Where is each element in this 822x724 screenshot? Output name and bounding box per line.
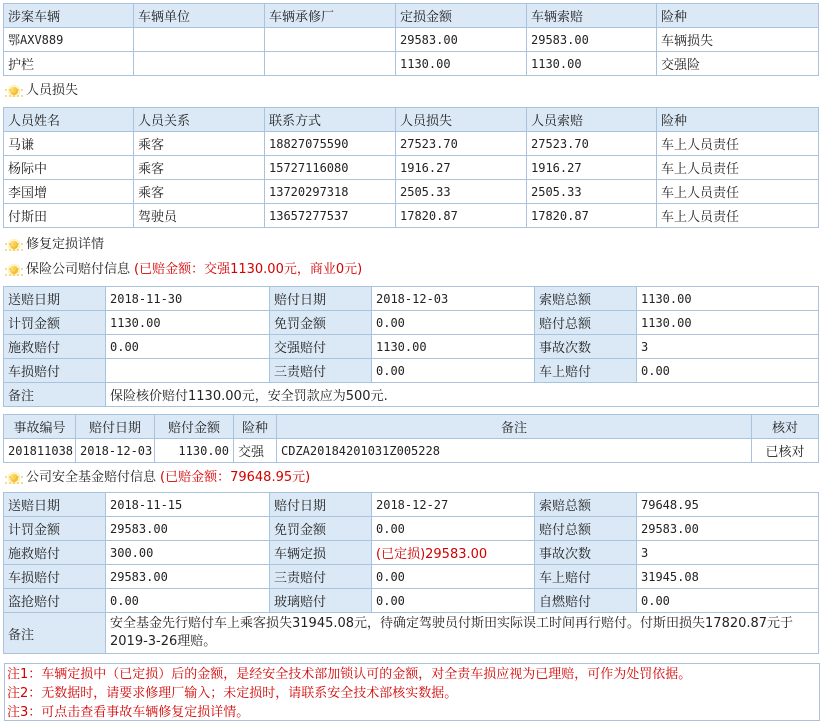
field-label: 玻璃赔付 (270, 589, 372, 613)
field-label: 交强赔付 (270, 335, 372, 359)
table-cell: 17820.87 (396, 204, 527, 228)
field-label: 赔付日期 (270, 287, 372, 311)
field-value: 0.00 (637, 589, 819, 613)
field-value: 0.00 (106, 589, 270, 613)
person-name: 李国增 (4, 180, 134, 204)
table-row (4, 439, 819, 463)
table-cell: 车辆损失 (657, 28, 819, 52)
table-cell: 车上人员责任 (657, 180, 819, 204)
table-cell: 车上人员责任 (657, 156, 819, 180)
table-cell: 交强险 (657, 52, 819, 76)
repair-details-link[interactable] (4, 234, 104, 256)
remark-label: 备注 (4, 613, 106, 654)
person-name: 付斯田 (4, 204, 134, 228)
table-cell: 交强 (234, 439, 277, 463)
person-name: 马谦 (4, 132, 134, 156)
field-value: 2018-12-03 (372, 287, 535, 311)
col-header: 涉案车辆 (4, 4, 134, 28)
col-header: 核对 (752, 415, 819, 439)
col-header: 车辆索赔 (527, 4, 657, 28)
col-header: 备注 (277, 415, 752, 439)
field-value: 2018-12-27 (372, 493, 535, 517)
table-row (4, 589, 819, 613)
field-label: 事故次数 (535, 335, 637, 359)
section-title: 保险公司赔付信息 (26, 262, 131, 277)
table-cell: 29583.00 (396, 28, 527, 52)
table-row (4, 52, 819, 76)
field-label: 免罚金额 (270, 517, 372, 541)
table-cell: 18827075590 (265, 132, 396, 156)
col-header: 联系方式 (265, 108, 396, 132)
table-row (4, 156, 819, 180)
field-label: 车损赔付 (4, 565, 106, 589)
note-1: 注1：车辆定损中（已定损）后的金额，是经安全技术部加锁认可的金额，对全责车损应视为已理赔，可作为处罚依据。 (7, 667, 692, 682)
col-header: 事故编号 (4, 415, 76, 439)
table-row (4, 335, 819, 359)
table-row (4, 565, 819, 589)
field-label: 盗抢赔付 (4, 589, 106, 613)
table-row (4, 311, 819, 335)
table-cell: 车上人员责任 (657, 132, 819, 156)
field-value: 29583.00 (106, 565, 270, 589)
accident-table (3, 414, 819, 463)
table-cell: 1130.00 (155, 439, 234, 463)
col-header: 车辆承修厂 (265, 4, 396, 28)
table-row (4, 383, 819, 407)
table-cell: 1130.00 (396, 52, 527, 76)
table-cell: 乘客 (134, 180, 265, 204)
field-label: 车辆定损 (270, 541, 372, 565)
table-cell: 13657277537 (265, 204, 396, 228)
field-value: 300.00 (106, 541, 270, 565)
table-cell: CDZA20184201031Z005228 (277, 439, 752, 463)
table-row (4, 180, 819, 204)
sun-bullet-icon (8, 239, 20, 251)
personnel-header-row (4, 108, 819, 132)
field-label: 赔付总额 (535, 311, 637, 335)
section-fund (4, 467, 310, 489)
vehicle-table (3, 3, 819, 76)
table-row (4, 613, 819, 654)
notes-box (4, 663, 820, 721)
table-cell (134, 52, 265, 76)
field-label: 车上赔付 (535, 565, 637, 589)
fund-remark: 安全基金先行赔付车上乘客损失31945.08元，待确定驾驶员付斯田实际误工时间再行赔付。付斯田损失17820.87元于2019-3-26理赔。 (106, 613, 819, 654)
table-cell: 车上人员责任 (657, 204, 819, 228)
field-label: 送赔日期 (4, 493, 106, 517)
vehicle-header-row (4, 4, 819, 28)
fund-table (3, 492, 819, 654)
check-status: 已核对 (752, 439, 819, 463)
field-value (106, 359, 270, 383)
field-value: 31945.08 (637, 565, 819, 589)
field-label: 免罚金额 (270, 311, 372, 335)
field-label: 车上赔付 (535, 359, 637, 383)
table-cell: 2505.33 (527, 180, 657, 204)
accident-header-row (4, 415, 819, 439)
field-value: 3 (637, 335, 819, 359)
field-value: 29583.00 (106, 517, 270, 541)
field-value: 79648.95 (637, 493, 819, 517)
field-label: 索赔总额 (535, 493, 637, 517)
table-cell: 2505.33 (396, 180, 527, 204)
section-title: 公司安全基金赔付信息 (26, 470, 157, 485)
field-label: 施救赔付 (4, 335, 106, 359)
personnel-table (3, 107, 819, 228)
table-row (4, 28, 819, 52)
section-title: 修复定损详情 (26, 237, 105, 252)
field-label: 赔付日期 (270, 493, 372, 517)
field-label: 施救赔付 (4, 541, 106, 565)
table-row (4, 493, 819, 517)
table-row (4, 132, 819, 156)
field-value: 0.00 (372, 565, 535, 589)
vehicle-assessed-value: (已定损)29583.00 (372, 541, 535, 565)
section-personnel (4, 80, 78, 102)
insurance-paid-summary: (已赔金额：交强1130.00元，商业0元) (134, 262, 363, 277)
remark-label: 备注 (4, 383, 106, 407)
field-value: 0.00 (372, 517, 535, 541)
fund-paid-summary: (已赔金额：79648.95元) (160, 470, 311, 485)
col-header: 人员关系 (134, 108, 265, 132)
vehicle-plate: 鄂AXV889 (4, 28, 134, 52)
field-label: 三责赔付 (270, 565, 372, 589)
field-label: 自燃赔付 (535, 589, 637, 613)
col-header: 人员损失 (396, 108, 527, 132)
col-header: 定损金额 (396, 4, 527, 28)
field-label: 车损赔付 (4, 359, 106, 383)
field-value: 0.00 (372, 589, 535, 613)
field-value: 29583.00 (637, 517, 819, 541)
note-2: 注2：无数据时，请要求修理厂输入；未定损时，请联系安全技术部核实数据。 (7, 686, 458, 701)
note-3: 注3：可点击查看事故车辆修复定损详情。 (7, 705, 250, 720)
table-cell: 15727116080 (265, 156, 396, 180)
col-header: 赔付金额 (155, 415, 234, 439)
table-cell: 驾驶员 (134, 204, 265, 228)
field-label: 计罚金额 (4, 311, 106, 335)
field-label: 三责赔付 (270, 359, 372, 383)
person-name: 杨际中 (4, 156, 134, 180)
field-label: 事故次数 (535, 541, 637, 565)
field-label: 索赔总额 (535, 287, 637, 311)
table-cell: 1130.00 (527, 52, 657, 76)
field-value: 1130.00 (637, 287, 819, 311)
table-row (4, 204, 819, 228)
table-cell (134, 28, 265, 52)
col-header: 人员索赔 (527, 108, 657, 132)
table-row (4, 287, 819, 311)
table-cell: 1916.27 (396, 156, 527, 180)
table-row (4, 359, 819, 383)
field-value: 2018-11-30 (106, 287, 270, 311)
section-insurance (4, 259, 362, 281)
table-cell: 2018-12-03 (76, 439, 155, 463)
field-value: 0.00 (372, 311, 535, 335)
table-cell: 29583.00 (527, 28, 657, 52)
insurance-table (3, 286, 819, 407)
table-cell: 乘客 (134, 156, 265, 180)
table-row (4, 517, 819, 541)
table-cell: 17820.87 (527, 204, 657, 228)
table-cell: 乘客 (134, 132, 265, 156)
insurance-remark: 保险核价赔付1130.00元，安全罚款应为500元. (106, 383, 819, 407)
table-cell: 27523.70 (396, 132, 527, 156)
field-value: 1130.00 (372, 335, 535, 359)
table-cell (265, 28, 396, 52)
table-cell (265, 52, 396, 76)
table-row (4, 541, 819, 565)
field-label: 计罚金额 (4, 517, 106, 541)
field-value: 0.00 (372, 359, 535, 383)
table-cell: 护栏 (4, 52, 134, 76)
sun-bullet-icon (8, 472, 20, 484)
field-value: 2018-11-15 (106, 493, 270, 517)
field-label: 送赔日期 (4, 287, 106, 311)
table-cell: 13720297318 (265, 180, 396, 204)
sun-bullet-icon (8, 264, 20, 276)
field-value: 0.00 (106, 335, 270, 359)
table-cell: 1916.27 (527, 156, 657, 180)
col-header: 赔付日期 (76, 415, 155, 439)
col-header: 险种 (657, 108, 819, 132)
field-value: 1130.00 (106, 311, 270, 335)
col-header: 险种 (657, 4, 819, 28)
section-title: 人员损失 (26, 83, 79, 98)
col-header: 车辆单位 (134, 4, 265, 28)
col-header: 险种 (234, 415, 277, 439)
field-value: 0.00 (637, 359, 819, 383)
col-header: 人员姓名 (4, 108, 134, 132)
field-value: 1130.00 (637, 311, 819, 335)
table-cell: 27523.70 (527, 132, 657, 156)
accident-id: 201811038 (4, 439, 76, 463)
field-value: 3 (637, 541, 819, 565)
sun-bullet-icon (8, 85, 20, 97)
field-label: 赔付总额 (535, 517, 637, 541)
